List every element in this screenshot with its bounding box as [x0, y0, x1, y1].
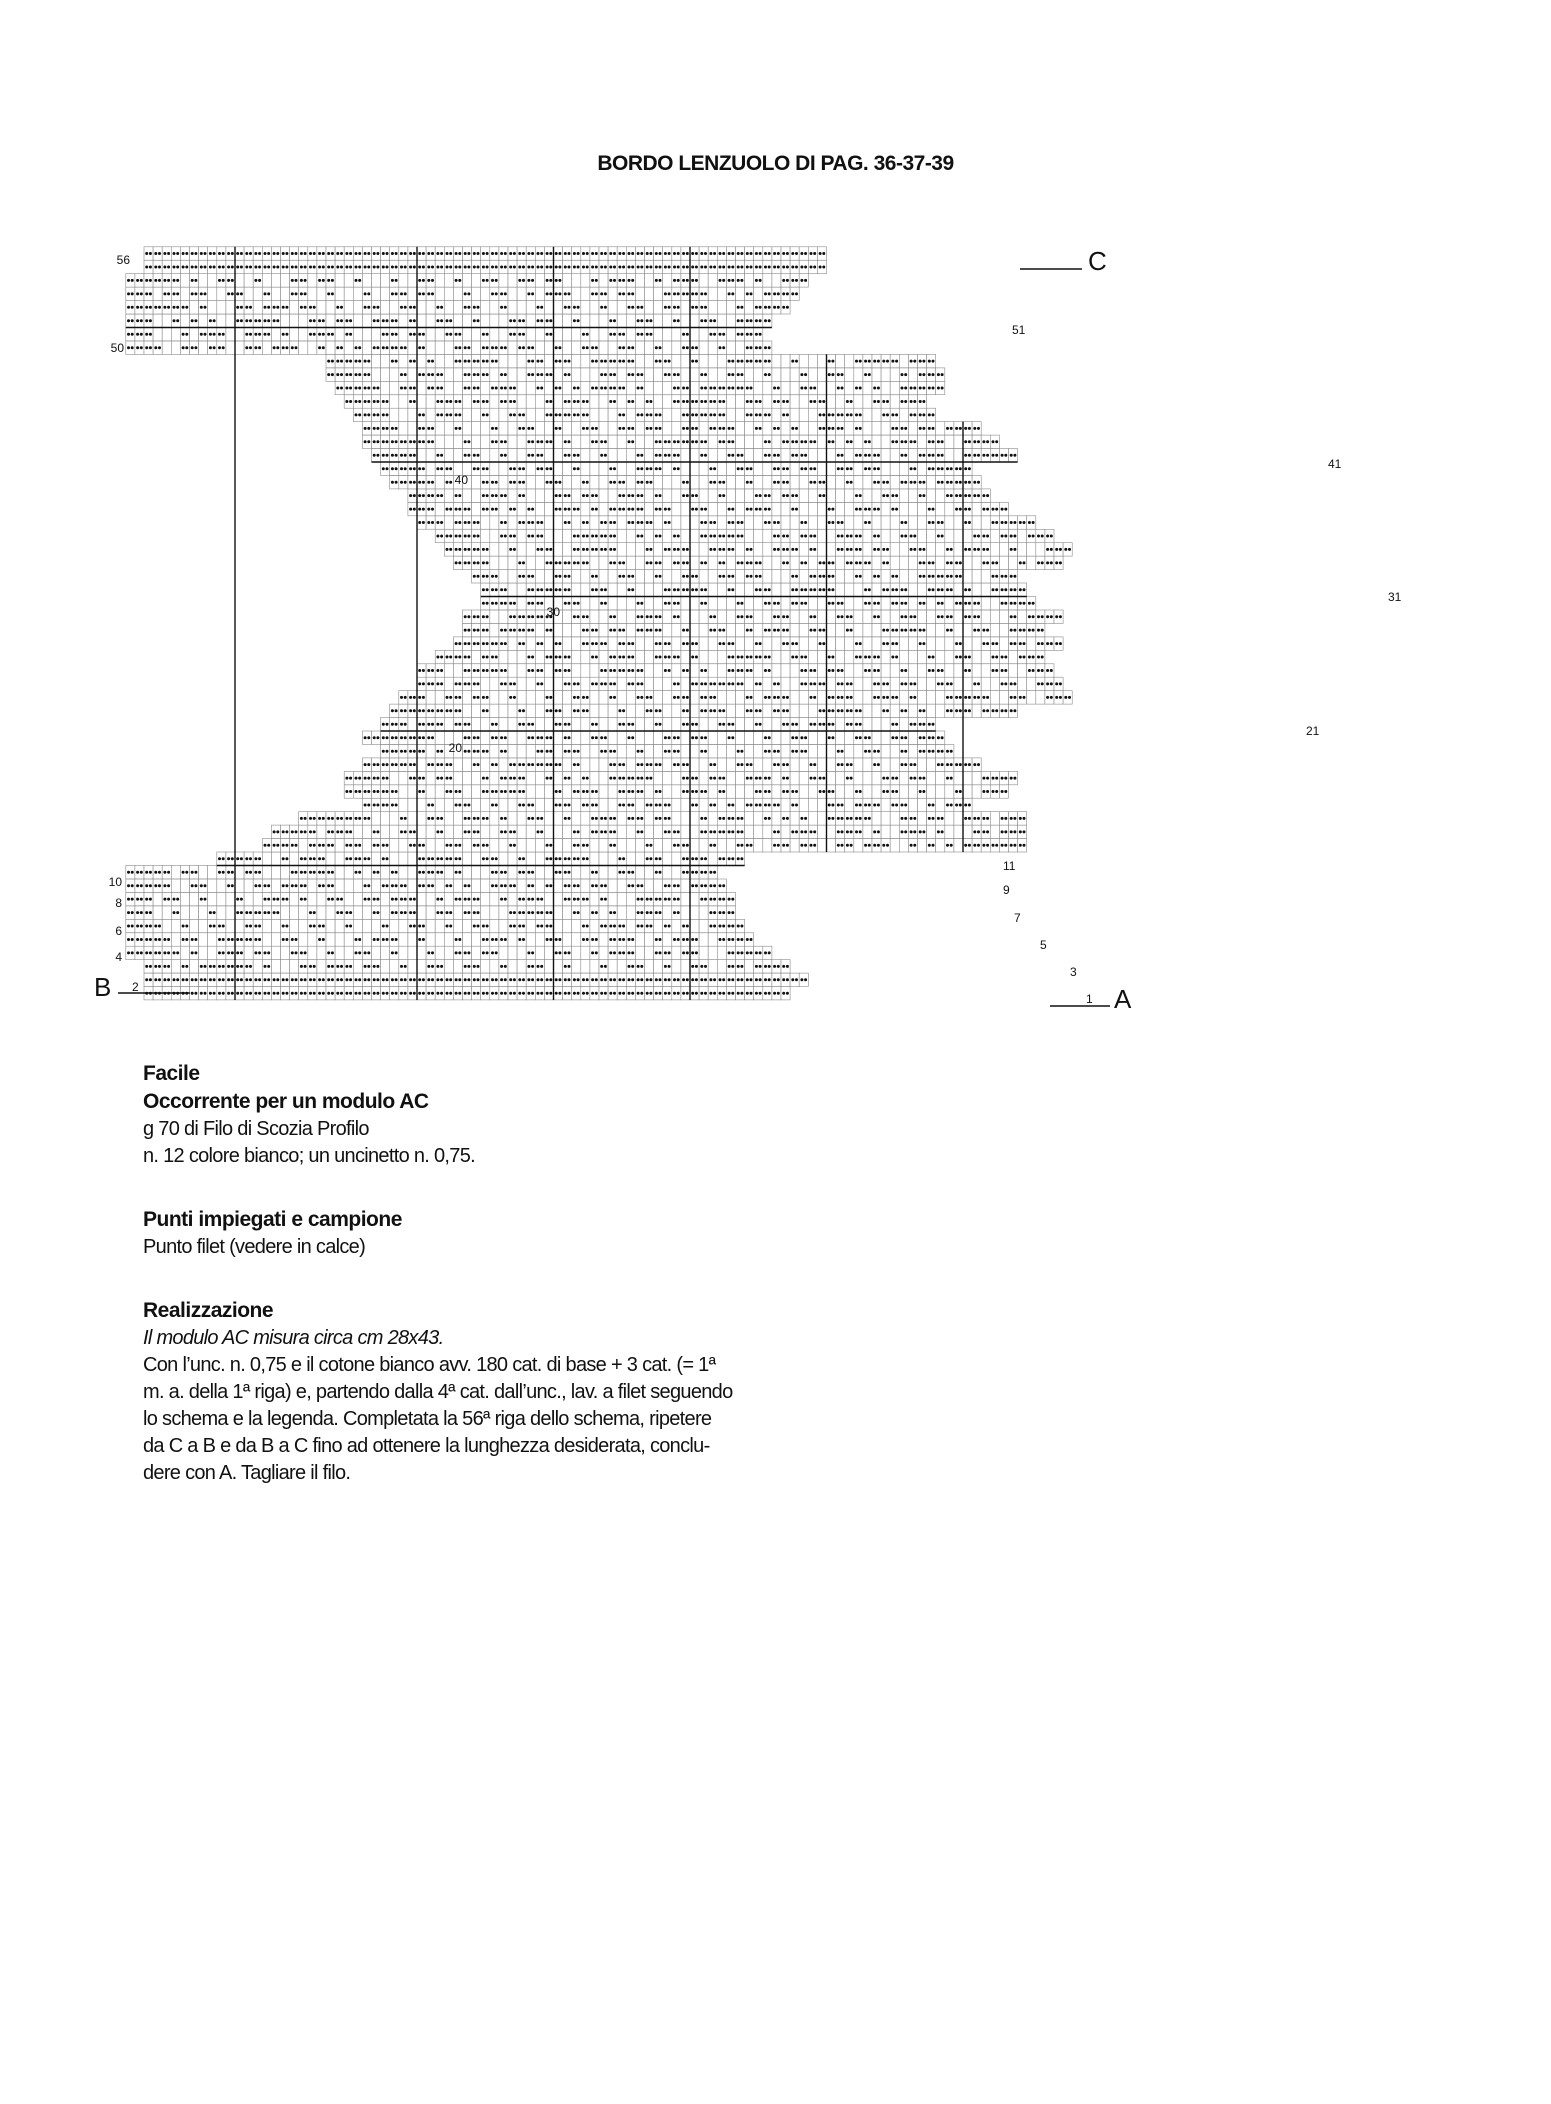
materials-heading: Occorrente per un modulo AC [143, 1090, 429, 1113]
instructions-line: Con l’unc. n. 0,75 e il cotone bianco avv. 180 cat. di base + 3 cat. (= 1ª [143, 1354, 716, 1376]
instructions-line: da C a B e da B a C fino ad ottenere la lunghezza desiderata, conclu- [143, 1435, 710, 1457]
row-number: 21 [1306, 724, 1320, 738]
row-number: 9 [1003, 883, 1010, 897]
instructions [143, 1060, 933, 1487]
row-number: 8 [115, 896, 122, 910]
row-number: 31 [1388, 590, 1402, 604]
row-number: 6 [115, 924, 122, 938]
row-number: 3 [1070, 965, 1077, 979]
row-number: 4 [115, 950, 122, 964]
instructions-line: m. a. della 1ª riga) e, partendo dalla 4ª cat. dall’unc., lav. a filet seguendo [143, 1381, 733, 1403]
stitches-heading: Punti impiegati e campione [143, 1208, 402, 1231]
point-label-b: B [94, 972, 112, 1002]
row-number: 56 [116, 253, 130, 267]
row-number: 50 [110, 341, 124, 355]
row-number: 40 [454, 473, 468, 487]
difficulty-heading: Facile [143, 1062, 200, 1085]
row-number: 2 [132, 980, 139, 994]
row-number: 11 [1003, 859, 1016, 873]
row-number: 7 [1014, 911, 1021, 925]
row-number: 10 [108, 875, 122, 889]
stitches-line: Punto filet (vedere in calce) [143, 1236, 366, 1258]
point-label-c: C [1088, 246, 1107, 276]
instructions-heading: Realizzazione [143, 1299, 274, 1322]
materials-line: g 70 di Filo di Scozia Profilo [143, 1118, 369, 1140]
row-number: 5 [1040, 938, 1047, 952]
size-note: Il modulo AC misura circa cm 28x43. [143, 1327, 444, 1349]
filet-chart [0, 0, 1551, 1040]
instructions-line: lo schema e la legenda. Completata la 56ª riga dello schema, ripetere [143, 1408, 712, 1430]
instructions-line: dere con A. Tagliare il filo. [143, 1462, 351, 1484]
point-label-a: A [1114, 984, 1132, 1014]
page-title: BORDO LENZUOLO DI PAG. 36-37-39 [597, 152, 954, 175]
chart-grid [126, 247, 1072, 1000]
row-number: 30 [546, 605, 560, 619]
row-number: 41 [1328, 457, 1342, 471]
materials-line: n. 12 colore bianco; un uncinetto n. 0,75. [143, 1145, 475, 1167]
row-number: 51 [1012, 323, 1026, 337]
row-number: 20 [448, 741, 462, 755]
row-number: 1 [1086, 992, 1093, 1006]
